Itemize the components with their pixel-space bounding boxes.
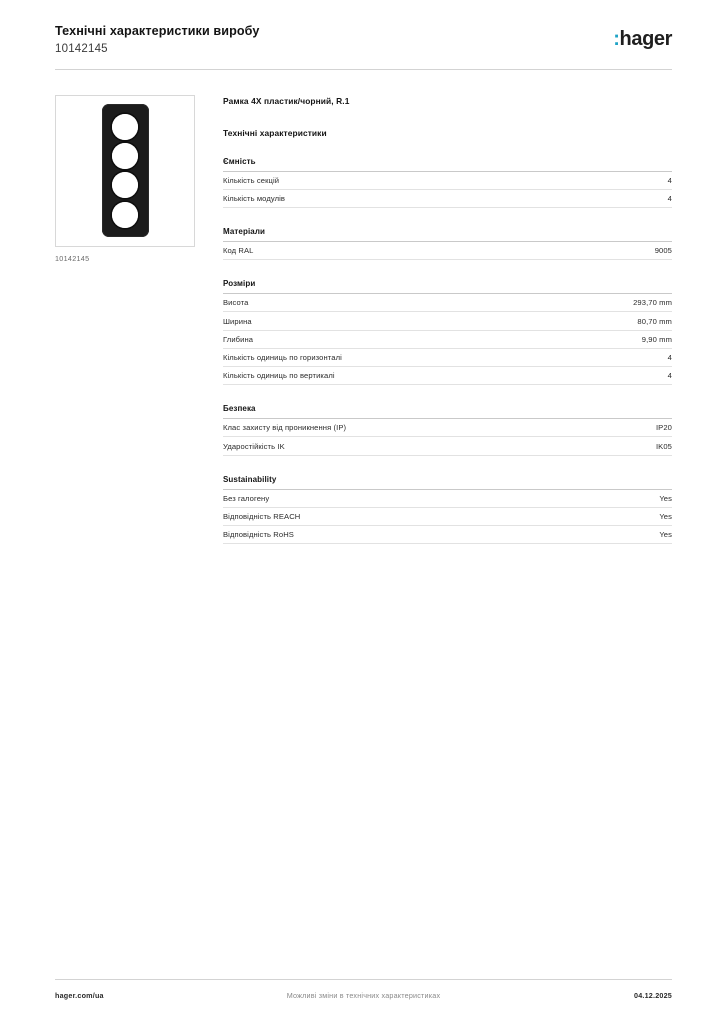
footer-disclaimer: Можливі зміни в технічних характеристиках [286, 991, 441, 1000]
logo-colon-mark: : [613, 28, 620, 50]
spec-row-value: 9005 [654, 246, 672, 256]
document-header [0, 0, 724, 55]
spec-group-title: Матеріали [223, 227, 266, 237]
spec-row-label: Код RAL [223, 246, 254, 256]
spec-row [223, 490, 672, 508]
spec-row [223, 294, 672, 312]
spec-group-title: Безпека [223, 404, 256, 414]
product-image-caption: 10142145 [55, 253, 90, 263]
spec-row-label: Відповідність REACH [223, 511, 301, 521]
spec-row [223, 172, 672, 190]
spec-row-label: Ширина [223, 316, 252, 326]
spec-row-value: 9,90 mm [641, 334, 672, 344]
spec-row-value: Yes [659, 493, 672, 503]
spec-row-label: Ударостійкість IK [223, 441, 285, 451]
spec-group [223, 227, 672, 260]
spec-row-label: Відповідність RoHS [223, 530, 294, 540]
spec-row-value: 4 [667, 194, 672, 204]
footer-date: 04.12.2025 [634, 991, 672, 1000]
spec-row-value: 4 [667, 175, 672, 185]
specification-column [223, 95, 672, 544]
spec-row-value: IK05 [655, 441, 672, 451]
spec-row-value: IP20 [655, 423, 672, 433]
spec-row [223, 367, 672, 385]
spec-row-label: Кількість одиниць по вертикалі [223, 371, 335, 381]
spec-row-label: Клас захисту від проникнення (IP) [223, 423, 347, 433]
product-illustration-4x-frame [102, 104, 149, 237]
spec-group-title: Ємність [223, 156, 256, 166]
spec-row [223, 190, 672, 208]
spec-row [223, 526, 672, 544]
spec-row [223, 312, 672, 330]
spec-row [223, 331, 672, 349]
socket-circle-icon [112, 172, 138, 198]
spec-row [223, 437, 672, 455]
header-titles [55, 22, 260, 55]
product-image-frame [55, 95, 195, 247]
spec-row-value: 80,70 mm [637, 316, 672, 326]
footer-website-link[interactable]: hager.com/ua [55, 991, 104, 1000]
document-footer [55, 991, 672, 1000]
spec-group-title: Розміри [223, 279, 256, 289]
spec-group [223, 157, 672, 208]
spec-row-label: Кількість модулів [223, 194, 286, 204]
product-reference: 10142145 [55, 42, 108, 55]
product-name: Рамка 4X пластик/чорний, R.1 [223, 95, 350, 106]
socket-circle-icon [112, 202, 138, 228]
spec-row-value: Yes [659, 511, 672, 521]
product-image-column [55, 95, 195, 544]
spec-row-label: Висота [223, 298, 249, 308]
spec-row-label: Кількість одиниць по горизонталі [223, 353, 342, 363]
spec-row-label: Глибина [223, 334, 254, 344]
spec-row [223, 508, 672, 526]
socket-circle-icon [112, 143, 138, 169]
spec-group-title: Sustainability [223, 474, 277, 484]
spec-group [223, 279, 672, 385]
logo-wordmark: hager [619, 28, 672, 50]
spec-row-label: Без галогену [223, 493, 270, 503]
socket-circle-icon [112, 114, 138, 140]
footer-divider [55, 979, 672, 980]
spec-group [223, 404, 672, 455]
spec-row-value: 4 [667, 353, 672, 363]
spec-group [223, 475, 672, 545]
spec-row-value: Yes [659, 530, 672, 540]
spec-row [223, 349, 672, 367]
spec-row [223, 242, 672, 260]
spec-row-value: 293,70 mm [633, 298, 672, 308]
spec-row [223, 419, 672, 437]
specifications-heading: Технічні характеристики [223, 127, 327, 138]
spec-row-value: 4 [667, 371, 672, 381]
page-title: Технічні характеристики виробу [55, 24, 260, 38]
spec-row-label: Кількість секцій [223, 175, 280, 185]
hager-logo [613, 22, 672, 51]
document-body [0, 70, 724, 544]
